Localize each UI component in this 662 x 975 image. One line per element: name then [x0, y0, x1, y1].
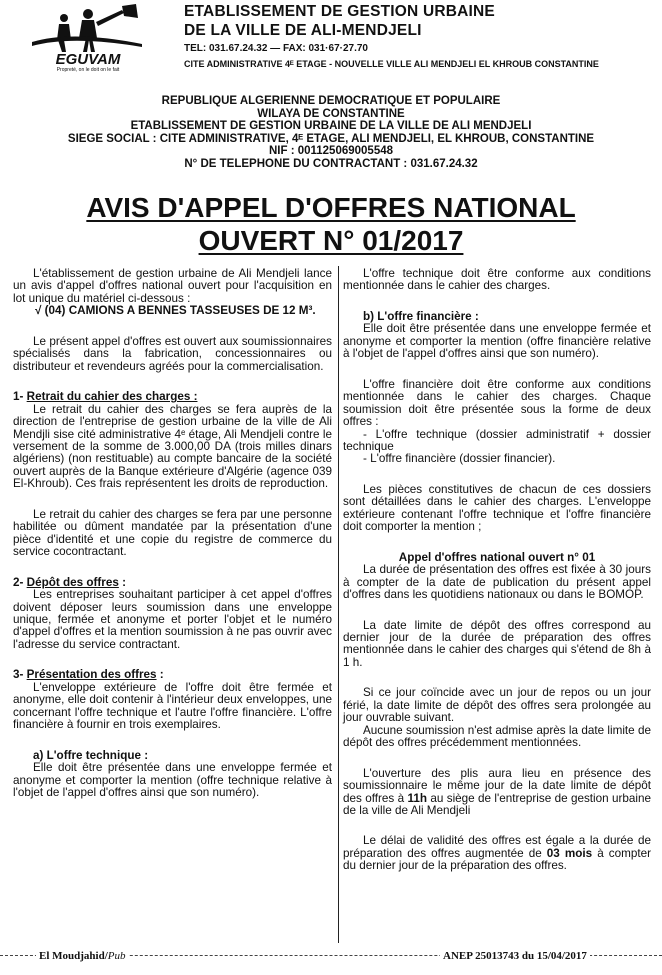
offer-technical-text: Elle doit être présentée dans une enveloppe fermée et anonyme et comporter la mention (offre technique relative à l'objet de l'appel d'offres ainsi que son numéro).	[13, 761, 332, 799]
financial-conformity-text: L'offre financière doit être conforme aux conditions mentionnée dans le cahier des charges. Chaque soumission doit être présentée sous la forme de deux offres :	[343, 377, 651, 429]
eligibility-paragraph: Le présent appel d'offres est ouvert aux soumissionnaires spécialisés dans la fabrication, concessionnaires ou distributeur et revendeurs agréés pour la commercialisation.	[13, 334, 332, 373]
opening-text: L'ouverture des plis aura lieu en présence des soumissionnaire le même jour de la date limite de dépôt des offres à 11h au siège de l'entreprise de gestion urbaine de la ville de Ali Mendjeli	[343, 766, 651, 817]
institution-block	[0, 95, 662, 171]
dash-item-technical: - L'offre technique (dossier administratif + dossier technique	[343, 427, 651, 453]
offer-financial-heading: b) L'offre financière :	[363, 309, 479, 323]
dash-item-financial: - L'offre financière (dossier financier).	[363, 452, 556, 466]
duration-text: La durée de présentation des offres est fixée à 30 jours à compter de la date de publication du présent appel d'offres dans les quotidiens nationaux ou dans le BOMOP.	[343, 563, 651, 602]
section-1-heading: 1- Retrait du cahier des charges :	[13, 390, 198, 404]
institution-line: NIF : 001125069005548	[268, 145, 394, 158]
left-column	[13, 268, 332, 799]
deadline-text: La date limite de dépôt des offres correspond au dernier jour de la durée de préparation des offres mentionnée dans le cahier des charges qui s'étend de 8h à 1 h.	[343, 618, 651, 669]
notice-title-line1: AVIS D'APPEL D'OFFRES NATIONAL	[86, 192, 576, 223]
institution-line: N° DE TELEPHONE DU CONTRACTANT : 031.67.24.32	[184, 157, 478, 170]
section-3-heading: 3- Présentation des offres :	[13, 668, 164, 682]
validity-text: Le délai de validité des offres est égale a la durée de préparation des offres augmentée de 03 mois à compter du dernier jour de la préparation des offres.	[343, 834, 651, 873]
footer-reference: ANEP 25013743 du 15/04/2017	[440, 950, 590, 962]
header-address: CITE ADMINISTRATIVE 4ᴱ ETAGE - NOUVELLE VILLE ALI MENDJELI EL KHROUB CONSTANTINE	[184, 59, 599, 69]
header-title-line2: DE LA VILLE DE ALI-MENDJELI	[184, 22, 422, 39]
institution-line: REPUBLIQUE ALGERIENNE DEMOCRATIQUE ET POPULAIRE	[161, 95, 501, 107]
late-submission-text: Aucune soumission n'est admise après la date limite de dépôt des offres précédemment mentionnées.	[343, 723, 651, 750]
notice-title-line2: OUVERT N° 01/2017	[198, 225, 464, 256]
footer-paper: El Moudjahid/Pub	[36, 950, 129, 962]
header-title-line1: ETABLISSEMENT DE GESTION URBAINE	[184, 3, 495, 20]
eguvam-logo	[2, 2, 174, 72]
section-1-text: Le retrait du cahier des charges se fera auprès de la direction de l'entreprise de gestion urbaine de la ville de Ali Mendjli sise cité administrative 4ᵉ étage, Ali Mendjeli contre le versement de la somme de 3.000,00 DA (trois milles dinars algériens) (non restituable) au compte bancaire de la société ouvert auprès de la Banque extérieure d'Algérie (agence 039 El-Khroub). Ces frais représentent les droits de reproduction.	[13, 402, 332, 491]
svg-text:Propreté, on le doit on le fai: Propreté, on le doit on le fait	[56, 67, 120, 72]
section-2-heading: 2- Dépôt des offres :	[13, 575, 126, 589]
item-line: √ (04) CAMIONS A BENNES TASSEUSES DE 12 M³.	[35, 304, 316, 318]
right-column	[343, 268, 651, 873]
holiday-text: Si ce jour coïncide avec un jour de repos ou un jour férié, la date limite de dépôt des offres sera prolongée au jour ouvrable suivant.	[343, 686, 651, 725]
offer-financial-text: Elle doit être présentée dans une enveloppe fermée et anonyme et comporter la mention (offre financière relative à l'objet de l'appel d'offres ainsi que son numéro).	[343, 322, 651, 361]
pieces-text: Les pièces constitutives de chacun de ces dossiers sont détaillées dans le cahier des charges. L'enveloppe extérieure contenant l'offre technique et l'offre financière doit comporter la mention ;	[343, 482, 651, 534]
institution-line: WILAYA DE CONSTANTINE	[257, 107, 405, 120]
institution-line: SIEGE SOCIAL : CITE ADMINISTRATIVE, 4ᴱ ETAGE, ALI MENDJELI, EL KHROUB, CONSTANTINE	[67, 132, 595, 145]
section-1-text-2: Le retrait du cahier des charges se fera par une personne habilitée ou dûment mandatée par la présentation d'une pièce d'identité et une copie du registre de commerce du service cocontractant.	[13, 507, 332, 559]
technical-conformity-text: L'offre technique doit être conforme aux conditions mentionnée dans le cahier des charges.	[343, 267, 651, 293]
section-3-text: L'enveloppe extérieure de l'offre doit être fermée et anonyme, elle doit contenir à l'intérieur deux enveloppes, une concernant l'offre technique et l'autre l'offre financière. L'offre financière à fournir en trois exemplaires.	[13, 680, 332, 732]
institution-line: ETABLISSEMENT DE GESTION URBAINE DE LA VILLE DE ALI MENDJELI	[130, 120, 532, 133]
header-contact: TEL: 031.67.24.32 — FAX: 031·67·27.70	[184, 43, 368, 54]
svg-text:EGUVAM: EGUVAM	[55, 51, 121, 68]
notice-title	[0, 191, 662, 257]
column-divider	[338, 266, 339, 943]
intro-paragraph: L'établissement de gestion urbaine de Ali Mendjeli lance un avis d'appel d'offres national ouvert pour l'acquisition en lot unique du matériel ci-dessous :	[13, 267, 332, 305]
section-2-text: Les entreprises souhaitant participer à cet appel d'offres doivent déposer leurs soumission dans une enveloppe unique, fermée et anonyme et porter l'objet et le numéro d'appel d'offres et la mention soumission à ne pas ouvrir avec l'adresse du service contractant.	[13, 588, 332, 651]
offer-technical-heading: a) L'offre technique :	[33, 748, 149, 762]
tender-mention-heading: Appel d'offres national ouvert n° 01	[398, 550, 596, 564]
